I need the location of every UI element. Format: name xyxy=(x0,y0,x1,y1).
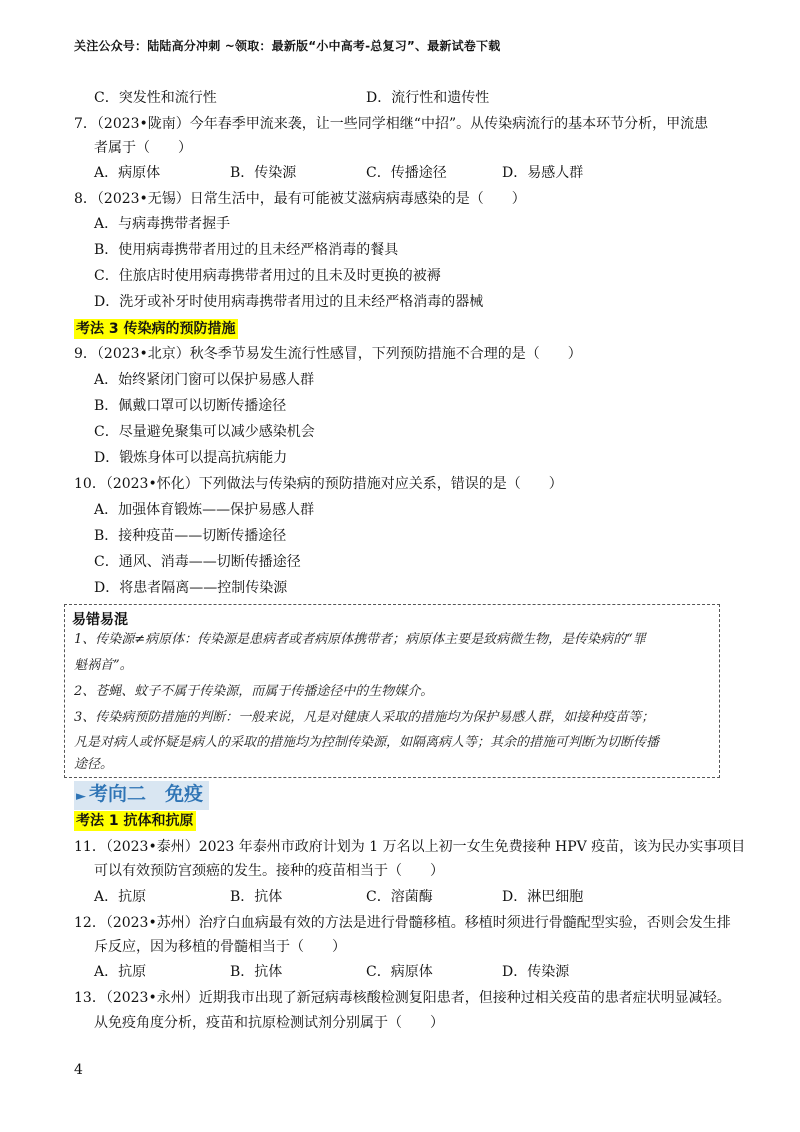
q9-option-a: A．始终紧闭门窗可以保护易感人群 xyxy=(94,372,315,388)
tip-3-line2: 凡是对病人或怀疑是病人的采取的措施均为控制传染源，如隔离病人等；其余的措施可判断为切断传播 xyxy=(74,735,660,750)
q7-option-c: C．传播途径 xyxy=(366,165,447,181)
tip-3-line1: 3、传染病预防措施的判断：一般来说，凡是对健康人采取的措施均为保护易感人群，如接种疫苗等； xyxy=(74,710,655,725)
tips-title: 易错易混 xyxy=(72,612,128,628)
q10-stem: 10．（2023•怀化）下列做法与传染病的预防措施对应关系，错误的是（ ） xyxy=(74,476,563,492)
q11-option-c: C．溶菌酶 xyxy=(366,889,433,905)
q8-option-a: A．与病毒携带者握手 xyxy=(94,216,231,232)
q11-stem-line2: 可以有效预防宫颈癌的发生。接种的疫苗相当于（ ） xyxy=(94,863,444,879)
q12-option-c: C．病原体 xyxy=(366,964,433,980)
q9-stem: 9．（2023•北京）秋冬季节易发生流行性感冒，下列预防措施不合理的是（ ） xyxy=(74,346,582,362)
q8-stem: 8．（2023•无锡）日常生活中，最有可能被艾滋病病毒感染的是（ ） xyxy=(74,191,526,207)
q9-option-d: D．锻炼身体可以提高抗病能力 xyxy=(94,450,288,466)
tip-3-line3: 途径。 xyxy=(74,757,114,772)
q7-option-b: B．传染源 xyxy=(230,165,297,181)
kaofa3-heading: 考法 3 传染病的预防措施 xyxy=(76,321,236,337)
q6-option-c: C．突发性和流行性 xyxy=(94,90,217,106)
q13-stem-line2: 从免疫角度分析，疫苗和抗原检测试剂分别属于（ ） xyxy=(94,1015,444,1031)
q10-option-b: B．接种疫苗——切断传播途径 xyxy=(94,528,287,544)
tip-1-line1: 1、传染源≠病原体：传染源是患病者或者病原体携带者；病原体主要是致病微生物，是传染病的“罪 xyxy=(74,632,646,647)
q8-option-c: C．住旅店时使用病毒携带者用过的且未及时更换的被褥 xyxy=(94,268,441,284)
q9-option-c: C．尽量避免聚集可以减少感染机会 xyxy=(94,424,315,440)
q11-option-b: B．抗体 xyxy=(230,889,283,905)
q10-option-c: C．通风、消毒——切断传播途径 xyxy=(94,554,301,570)
q7-option-a: A．病原体 xyxy=(94,165,161,181)
q10-option-d: D．将患者隔离——控制传染源 xyxy=(94,580,288,596)
q12-option-a: A．抗原 xyxy=(94,964,147,980)
q11-option-a: A．抗原 xyxy=(94,889,147,905)
q8-option-b: B．使用病毒携带者用过的且未经严格消毒的餐具 xyxy=(94,242,399,258)
triangle-marker-icon: ► xyxy=(76,789,86,804)
q12-stem-line2: 斥反应，因为移植的骨髓相当于（ ） xyxy=(94,939,346,955)
section-heading-immunity xyxy=(74,781,209,810)
q7-stem-line1: 7．（2023•陇南）今年春季甲流来袭，让一些同学相继“中招”。从传染病流行的基本环节分析，甲流患 xyxy=(74,116,709,132)
q13-stem-line1: 13．（2023•永州）近期我市出现了新冠病毒核酸检测复阳患者，但接种过相关疫苗的患者症状明显减轻。 xyxy=(74,990,731,1006)
q8-option-d: D．洗牙或补牙时使用病毒携带者用过的且未经严格消毒的器械 xyxy=(94,294,484,310)
tip-2: 2、苍蝇、蚊子不属于传染源，而属于传播途径中的生物媒介。 xyxy=(74,684,434,699)
tip-1-line2: 魁祸首”。 xyxy=(74,658,133,673)
q10-option-a: A．加强体育锻炼——保护易感人群 xyxy=(94,502,315,518)
page-header: 关注公众号：陆陆高分冲刺 ~领取：最新版“小中高考-总复习”、最新试卷下载 xyxy=(74,39,501,53)
section-title: 考向二 免疫 xyxy=(89,783,204,805)
q6-option-d: D．流行性和遗传性 xyxy=(366,90,490,106)
q9-option-b: B．佩戴口罩可以切断传播途径 xyxy=(94,398,287,414)
kaofa1-heading: 考法 1 抗体和抗原 xyxy=(76,813,194,829)
q11-stem-line1: 11．（2023•泰州）2023 年泰州市政府计划为 1 万名以上初一女生免费接种 HPV 疫苗，该为民办实事项目 xyxy=(74,839,746,855)
q12-stem-line1: 12．（2023•苏州）治疗白血病最有效的方法是进行骨髓移植。移植时须进行骨髓配型实验，否则会发生排 xyxy=(74,915,731,931)
q7-option-d: D．易感人群 xyxy=(502,165,584,181)
q12-option-d: D．传染源 xyxy=(502,964,570,980)
q11-option-d: D．淋巴细胞 xyxy=(502,889,584,905)
q7-stem-line2: 者属于（ ） xyxy=(94,140,192,156)
q12-option-b: B．抗体 xyxy=(230,964,283,980)
page-number: 4 xyxy=(74,1062,83,1078)
